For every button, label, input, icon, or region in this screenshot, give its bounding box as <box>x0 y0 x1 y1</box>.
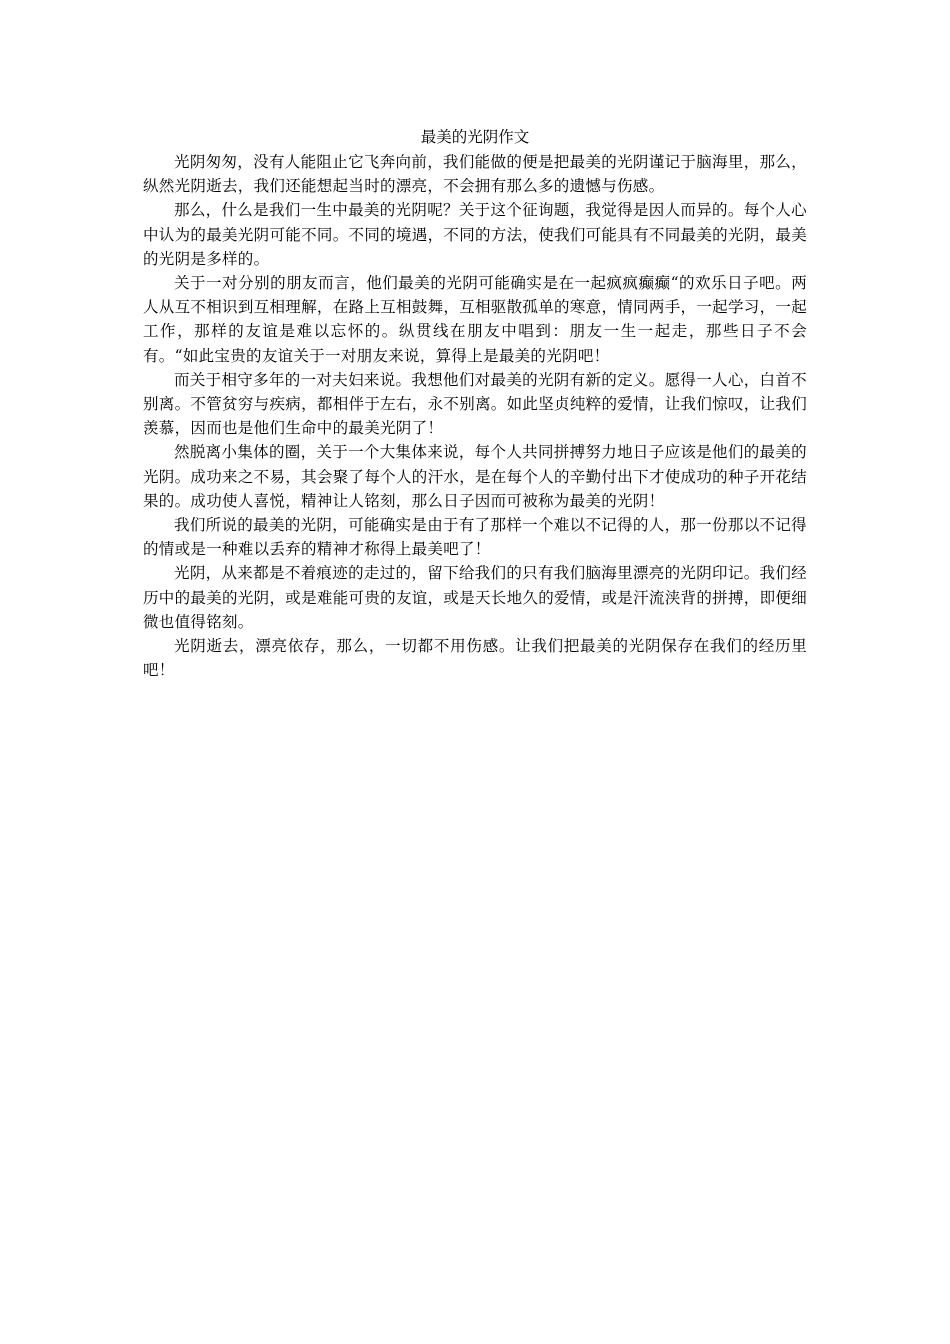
document-body <box>143 150 807 682</box>
paragraph: 关于一对分别的朋友而言，他们最美的光阴可能确实是在一起疯疯癫癫“的欢乐日子吧。两人从互不相识到互相理解，在路上互相鼓舞，互相驱散孤单的寒意，情同两手，一起学习，一起工作，那样的友谊是难以忘怀的。纵贯线在朋友中唱到：朋友一生一起走，那些日子不会有。“如此宝贵的友谊关于一对朋友来说，算得上是最美的光阴吧！ <box>143 274 807 365</box>
paragraph: 光阴，从来都是不着痕迹的走过的，留下给我们的只有我们脑海里漂亮的光阴印记。我们经历中的最美的光阴，或是难能可贵的友谊，或是天长地久的爱情，或是汗流浃背的拼搏，即便细微也值得铭刻。 <box>143 564 807 631</box>
paragraph: 我们所说的最美的光阴，可能确实是由于有了那样一个难以不记得的人，那一份那以不记得的情或是一种难以丢弃的精神才称得上最美吧了！ <box>143 516 807 559</box>
paragraph: 光阴逝去，漂亮依存，那么，一切都不用伤感。让我们把最美的光阴保存在我们的经历里吧！ <box>143 637 807 680</box>
paragraph: 然脱离小集体的圈，关于一个大集体来说，每个人共同拼搏努力地日子应该是他们的最美的光阴。成功来之不易，其会聚了每个人的汗水，是在每个人的辛勤付出下才使成功的种子开花结果的。成功使人喜悦，精神让人铭刻，那么日子因而可被称为最美的光阴！ <box>143 443 807 510</box>
document-title: 最美的光阴作文 <box>420 128 530 146</box>
paragraph: 那么，什么是我们一生中最美的光阴呢？关于这个征询题，我觉得是因人而异的。每个人心中认为的最美光阴可能不同。不同的境遇，不同的方法，使我们可能具有不同最美的光阴，最美的光阴是多样的。 <box>143 201 807 268</box>
paragraph: 光阴匆匆，没有人能阻止它飞奔向前，我们能做的便是把最美的光阴谨记于脑海里，那么，纵然光阴逝去，我们还能想起当时的漂亮，不会拥有那么多的遗憾与伤感。 <box>143 153 807 196</box>
paragraph: 而关于相守多年的一对夫妇来说。我想他们对最美的光阴有新的定义。愿得一人心，白首不别离。不管贫穷与疾病，都相伴于左右，永不别离。如此坚贞纯粹的爱情，让我们惊叹，让我们羡慕，因而也是他们生命中的最美光阴了！ <box>143 370 807 438</box>
